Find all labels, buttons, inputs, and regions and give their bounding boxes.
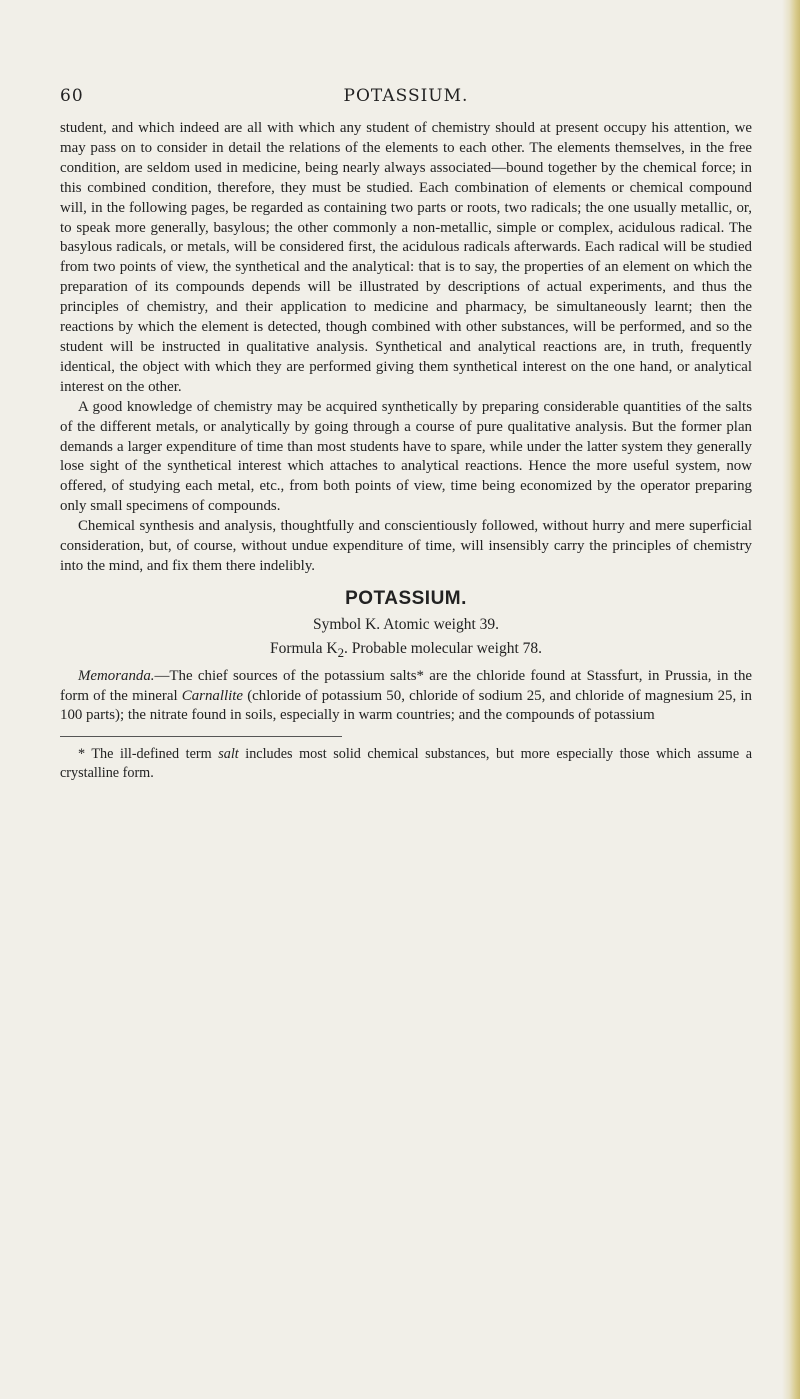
memoranda-paragraph (60, 667, 752, 727)
page-header (60, 86, 752, 110)
footnote (60, 745, 752, 782)
symbol-line: Symbol K. Atomic weight 39. (313, 615, 499, 633)
footnote-term: salt (218, 746, 239, 763)
formula-subscript: 2 (337, 644, 345, 660)
paragraph: Chemical synthesis and analysis, thoughtfully and conscientiously followed, without hurry and mere superficial consideration, but, of course, without undue expenditure of time, will insensibly carry the principles of chemistry into the mind, and fix them there indelibly. (60, 518, 752, 574)
paragraph: student, and which indeed are all with which any student of chemistry should at present occupy his attention, we may pass on to consider in detail the relations of the elements to each other. The elements themselves, in the free condition, are seldom used in medicine, being nearly always associated—bound together by the chemical force; in this combined condition, therefore, they must be studied. Each combination of elements or chemical compound will, in the following pages, be regarded as containing two parts or roots, two radicals; the one usually metallic, or, to speak more generally, basylous; the other commonly a non-metallic, simple or complex, acidulous radical. The basylous radicals, or metals, will be considered first, the acidulous radicals afterwards. Each radical will be studied from two points of view, the synthetical and the analytical: that is to say, the properties of an element on which the preparation of its compounds depends will be illustrated by descriptions of actual experiments, and thus the principles of chemistry, and their application to medicine and pharmacy, be simultaneously learnt; then the reactions by which the element is detected, though combined with other substances, will be performed, and so the student will be instructed in qualitative analysis. Synthetical and analytical reactions are, in truth, frequently identical, the object with which they are performed giving them synthetical interest on the one hand, or analytical interest on the other. (60, 120, 752, 395)
footnote-text: * The ill-defined term (78, 746, 219, 763)
memoranda-label: Memoranda. (78, 667, 155, 684)
formula-prefix: Formula K (269, 639, 338, 657)
page-number: 60 (60, 86, 84, 106)
footnote-divider (60, 736, 342, 737)
body-text (60, 119, 752, 782)
running-title: POTASSIUM. (343, 86, 469, 106)
page-edge (782, 0, 800, 1399)
memoranda-text-continued: (chloride of potassium 50, chloride of sodium 25, and chloride of magnesium 25, in 100 parts); the nitrate found in soils, especially in warm countries; and the compounds of potassium (60, 687, 752, 724)
mineral-name: Carnallite (181, 687, 244, 704)
formula-line (60, 639, 752, 663)
paragraph: A good knowledge of chemistry may be acquired synthetically by preparing considerable quantities of the salts of the different metals, or analytically by going through a course of pure qualitative analysis. But the former plan demands a larger expenditure of time than most students have to spare, while under the latter system they generally lose sight of the synthetical interest which attaches to analytical reactions. Hence the more useful system, now offered, of studying each metal, etc., from both points of view, time being economized by the operator preparing only small specimens of compounds. (60, 398, 752, 515)
formula-suffix: . Probable molecular weight 78. (344, 639, 543, 657)
section-title: POTASSIUM. (345, 587, 467, 609)
footnote-text-continued: includes most solid chemical substances, but more especially those which assume a crystalline form. (60, 746, 752, 781)
memoranda-text: —The chief sources of the potassium salts* are the chloride found at Stassfurt, in Prussia, in the form of the mineral (60, 667, 752, 704)
